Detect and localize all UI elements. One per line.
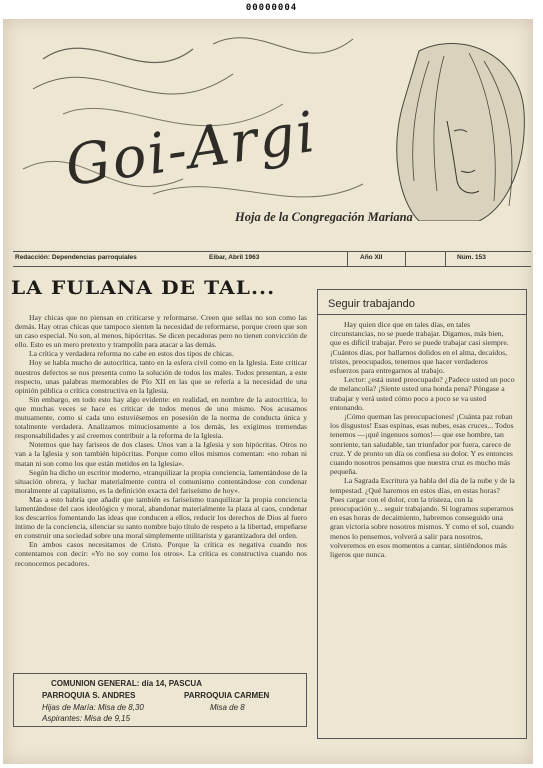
sidebar-body <box>330 320 516 559</box>
info-bar <box>13 251 531 267</box>
article-paragraph: Hay chicas que no piensan en criticarse y reformarse. Creen que sellas no son como las demás. Hay otras chicas que tampoco sienten la necesidad de reformarse, porque creen que son un caso especial. No son, al menos, hipócritas. Se dicen pecadoras pero no tienen convicción de ello. Esto es un mero pretexto y trampolín para atacar a las demás. <box>15 313 307 350</box>
notice-mass-hijas: Hijas de María: Misa de 8,30 <box>42 703 144 712</box>
masthead <box>3 19 533 251</box>
communion-notice <box>13 673 307 727</box>
redaccion-label: Redacción: Dependencias parroquiales <box>15 254 137 261</box>
newspaper-page <box>3 19 533 764</box>
notice-mass-aspirantes: Aspirantes: Misa de 9,15 <box>42 714 131 723</box>
sidebar-paragraph: Lector: ¿está usted preocupado? ¿Padece usted un poco de melancolía? ¡Siente usted una honda pena? Póngase a trabajar y verá usted cómo poco a poco se va usted entonando. <box>330 375 515 412</box>
divider <box>445 252 446 266</box>
notice-parish-carmen: PARROQUIA CARMEN <box>184 691 270 700</box>
sidebar-paragraph: La Sagrada Escritura ya habla del día de la nube y de la tempestad. ¿Qué haremos en estos días, en estas horas? Pues cargar con el dolor, con la tristeza, con la preocupación y... seguir trabajando. Si logramos superarnos en esas horas de decaimiento, habremos conseguido una gran victoria sobre nosotros mismos. Y como el sol, cuando menos lo pensemos, volverá a salir para nosotros, volveremos en esos momentos a cantar, sintiéndonos más ligeros que nunca. <box>330 476 515 560</box>
logo: Goi-Argi <box>61 99 321 200</box>
sidebar-title: Seguir trabajando <box>328 298 415 310</box>
notice-parish-san-andres: PARROQUIA S. ANDRES <box>42 691 136 700</box>
article-paragraph: Según ha dicho un escritor moderno, «tranquilizar la propia conciencia, lamentándose de la situación obrera, y luchar materialmente contra el comunismo contentándose con condenar moralmente al capitalismo, es la definición exacta del fariseísmo de hoy». <box>15 467 307 495</box>
woman-portrait-illustration <box>359 31 529 221</box>
year-label: Año XII <box>360 254 383 261</box>
issue-number: Núm. 153 <box>457 254 486 261</box>
article-paragraph: Mas a esto habría que añadir que también es fariseísmo tranquilizar la propia conciencia lamentándose del caos ideológico y moral, abandonar materialmente la plaza al caos, condenar los descarríos fomentando las ideas que conducen a ellos, reducir los derechos de Dios al fuero íntimo de la conciencia, silenciar su santo nombre bajo título de respeto a la libertad, empeñarse en construir una sociedad sobre una moral simplemente utilitarista y garantizadora del orden. <box>15 494 307 541</box>
sidebar-article <box>317 289 527 739</box>
sidebar-paragraph: Hay quien dice que en tales días, en tales circunstancias, no se puede trabajar. Digamos, más bien, que es difícil trabajar. Pero se puede trabajar casi siempre. ¡Cuántos días, por hallarnos dolidos en el alma, decaídos, tristes, preocupados, tenemos que hacer verdaderos esfuerzos para entregarnos al trabajo. <box>330 320 509 376</box>
divider <box>405 252 406 266</box>
article-headline: LA FULANA DE TAL... <box>11 277 276 299</box>
city-date: Eibar, Abril 1963 <box>209 254 260 261</box>
article-paragraph: La crítica y verdadera reforma no cabe en estos dos tipos de chicas. <box>29 349 234 359</box>
divider <box>347 252 348 266</box>
notice-mass-carmen: Misa de 8 <box>210 703 245 712</box>
article-paragraph: Sin embargo, en todo esto hay algo evidente: en realidad, en nombre de la autocrítica, lo que muchas veces se hace es criticar de todos menos de uno mismo. Nos acusamos mutuamente, como si cada uno estuviésemos en posesión de la norma de conducta única y totalmente verdadera. Analizamos minuciosamente a los demás, les exigimos tremendas responsabilidades y así creemos contribuir a la reforma de la Iglesia. <box>15 394 307 441</box>
divider <box>318 314 526 315</box>
subtitle: Hoja de la Congregación Mariana <box>235 210 413 224</box>
notice-line: COMUNION GENERAL: día 14, PASCUA <box>51 679 202 688</box>
article-paragraph: Hoy se habla mucho de autocrítica, tanto en la esfera civil como en la Iglesia. Este criticar nuestros defectos se nos presenta como la solución de todos los males. Todos presentan, a este respecto, unas palabras memorables de Pío XII en las que se refería a la necesidad de una opinión pública o crítica constructiva en la Iglesia. <box>15 358 307 395</box>
sidebar-paragraph: ¡Cómo queman las preocupaciones! ¡Cuánta paz roban los disgustos! Esas espinas, esas nubes, esas cruces... Todos tenemos —¡qué ingenuos somos!— que ese hombre, tan sonriente, tan saludable, tan triunfador por fuera, carece de cruz. Y de pronto un día os confiesa su dolor. Y es entonces cuando nosotros pensamos que nuestra cruz es mucho más pequeña. <box>330 412 514 477</box>
article-paragraph: En ambos casos necesitamos de Cristo. Porque la crítica es negativa cuando nos contentamos con decir: «Yo no soy como los otros». La crítica es constructiva cuando nos reconocemos pecadores. <box>15 540 307 568</box>
article-paragraph: Notemos que hay fariseos de dos clases. Unos van a la Iglesia y son hipócritas. Otros no van a la Iglesia y son también hipócritas. Porque como ellos mismos comentan: «no roban ni matan ni son como los que están metidos en la Iglesia». <box>15 440 307 468</box>
page-number: 00000004 <box>245 3 298 13</box>
article-body <box>15 313 307 568</box>
